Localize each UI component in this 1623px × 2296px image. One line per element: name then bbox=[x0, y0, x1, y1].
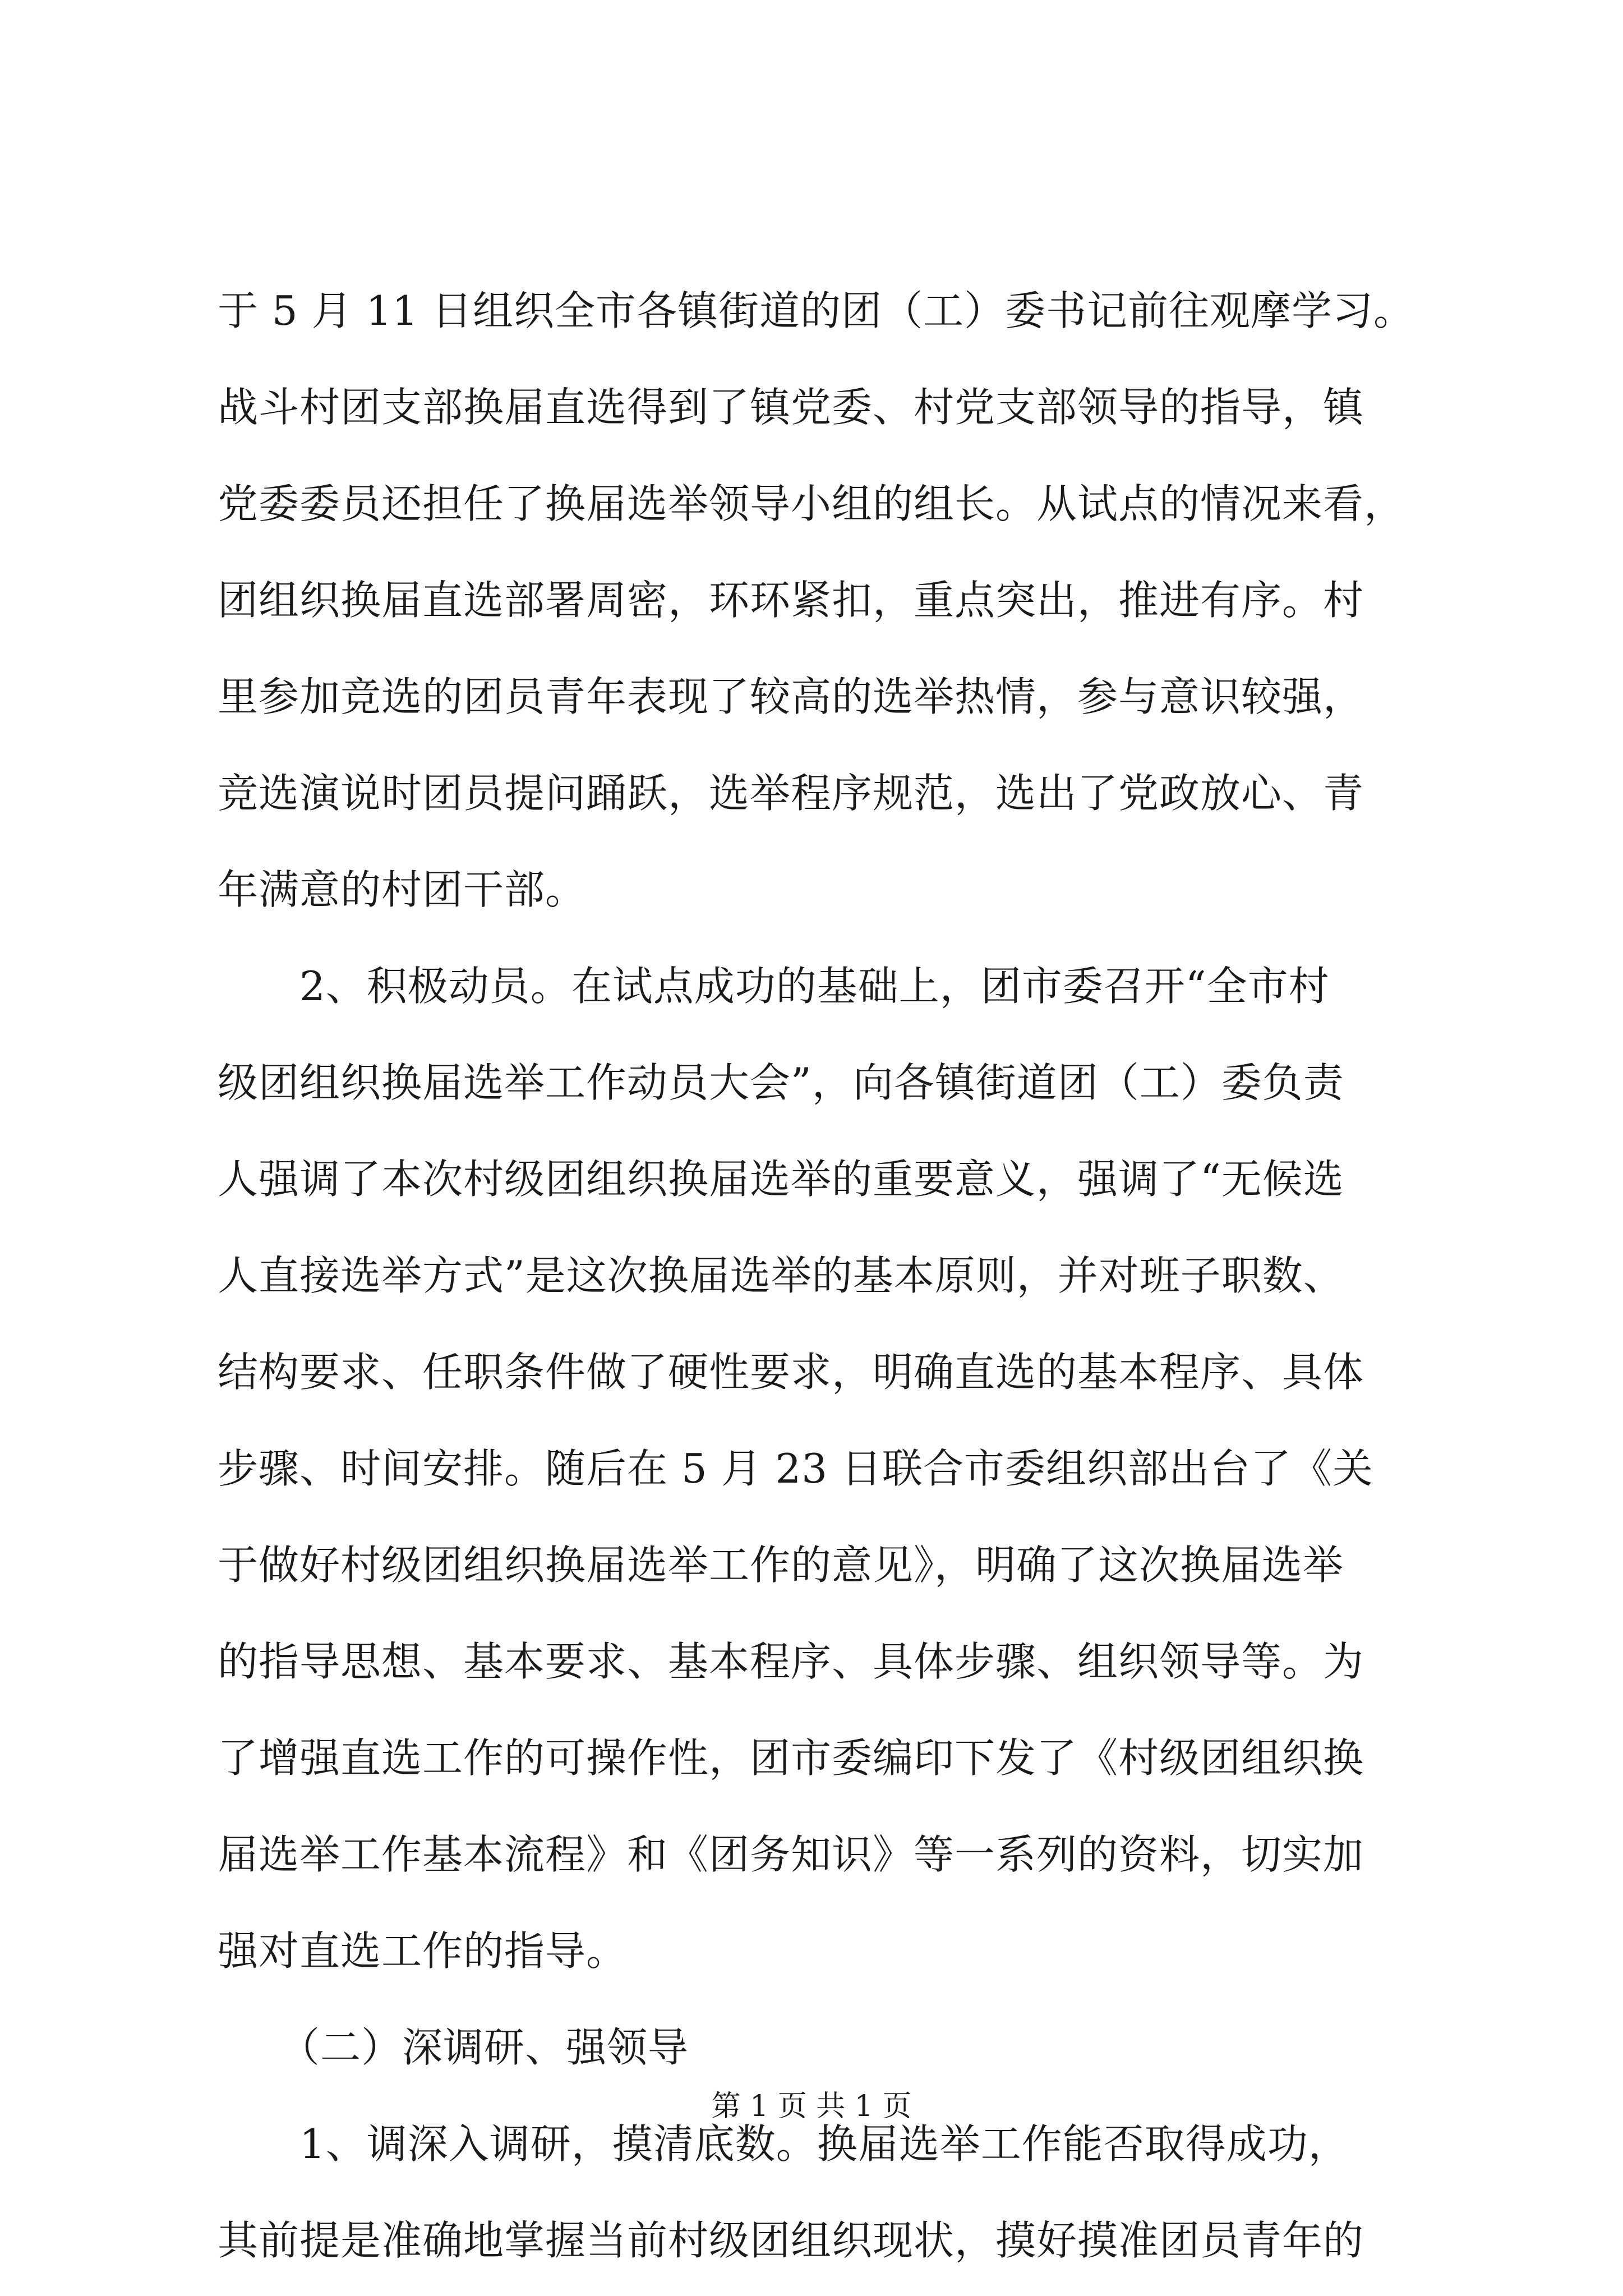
text-line-1: 于 5 月 11 日组织全市各镇街道的团（工）委书记前往观摩学习。 bbox=[218, 287, 1414, 334]
text-line-21: 其前提是准确地掌握当前村级团组织现状，摸好摸准团员青年的 bbox=[218, 2217, 1364, 2264]
text-line-10: 人强调了本次村级团组织换届选举的重要意义，强调了“无候选 bbox=[218, 1156, 1344, 1203]
text-line-6: 竞选演说时团员提问踊跃，选举程序规范，选出了党政放心、青 bbox=[218, 770, 1364, 817]
text-line-3: 党委委员还担任了换届选举领导小组的组长。从试点的情况来看， bbox=[218, 480, 1405, 527]
page-footer bbox=[0, 2084, 1623, 2129]
text-line-2: 战斗村团支部换届直选得到了镇党委、村党支部领导的指导，镇 bbox=[218, 384, 1364, 431]
page-number-label: 第 1 页 共 1 页 bbox=[711, 2090, 912, 2123]
text-line-16: 了增强直选工作的可操作性，团市委编印下发了《村级团组织换 bbox=[218, 1734, 1364, 1782]
text-line-12: 结构要求、任职条件做了硬性要求，明确直选的基本程序、具体 bbox=[218, 1349, 1364, 1396]
text-line-18: 强对直选工作的指导。 bbox=[218, 1927, 628, 1975]
document-body bbox=[218, 263, 1451, 2289]
section-heading: （二）深调研、强领导 bbox=[218, 2024, 689, 2071]
text-line-4: 团组织换届直选部署周密，环环紧扣，重点突出，推进有序。村 bbox=[218, 577, 1364, 624]
text-line-15: 的指导思想、基本要求、基本程序、具体步骤、组织领导等。为 bbox=[218, 1638, 1364, 1685]
text-line-20: 1、调深入调研，摸清底数。换届选举工作能否取得成功， bbox=[218, 2120, 1349, 2168]
text-line-13: 步骤、时间安排。随后在 5 月 23 日联合市委组织部出台了《关 bbox=[218, 1445, 1373, 1492]
text-line-11: 人直接选举方式”是这次换届选举的基本原则，并对班子职数、 bbox=[218, 1252, 1344, 1299]
text-line-8: 2、积极动员。在试点成功的基础上，团市委召开“全市村 bbox=[218, 963, 1330, 1010]
text-line-7: 年满意的村团干部。 bbox=[218, 866, 587, 913]
text-line-17: 届选举工作基本流程》和《团务知识》等一系列的资料，切实加 bbox=[218, 1831, 1364, 1878]
text-line-5: 里参加竞选的团员青年表现了较高的选举热情，参与意识较强， bbox=[218, 673, 1364, 720]
text-line-14: 于做好村级团组织换届选举工作的意见》，明确了这次换届选举 bbox=[218, 1542, 1344, 1589]
text-line-9: 级团组织换届选举工作动员大会”，向各镇街道团（工）委负责 bbox=[218, 1059, 1344, 1106]
